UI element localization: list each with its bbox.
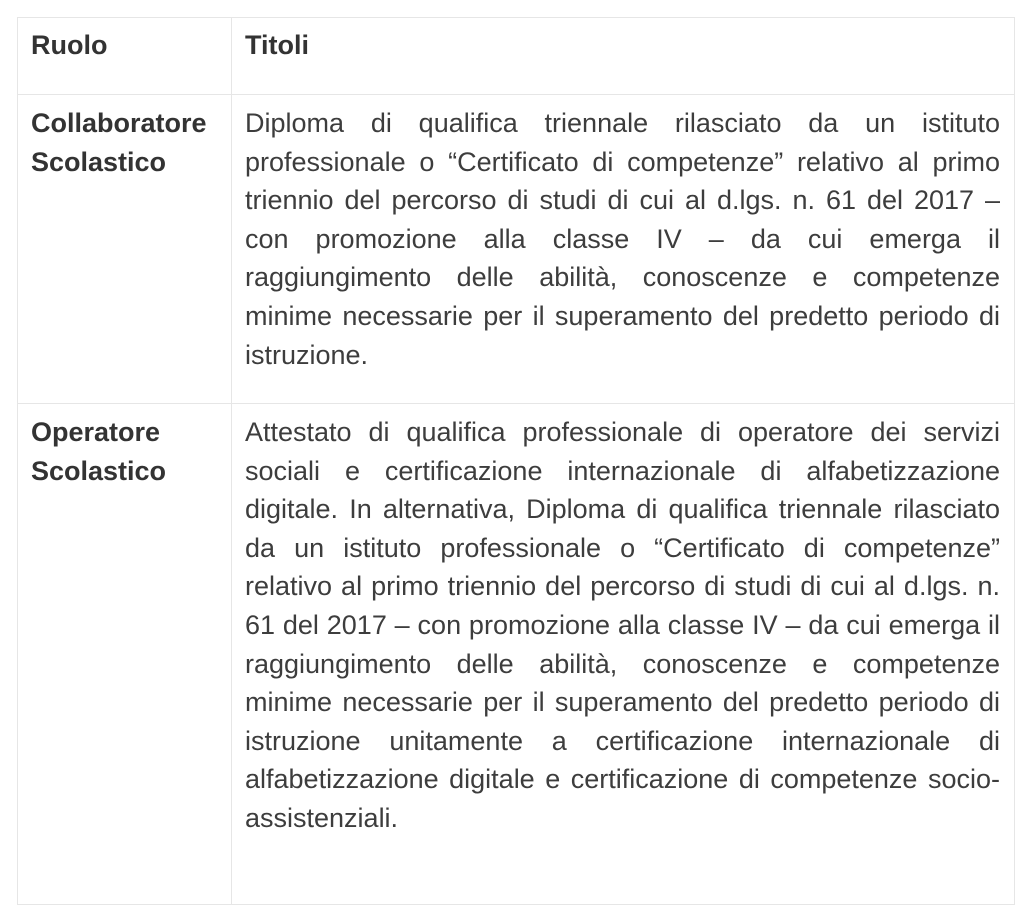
role-name: Operatore Scolastico <box>31 417 167 486</box>
titles-text: Diploma di qualifica triennale rilasciato da un istituto professionale o “Certificato di competenze” relativo al primo triennio del percorso di studi di cui al d.lgs. n. 61 del 2017 – con promozione alla classe IV – da cui emerga il raggiungimento delle abilità, conoscenze e competenze minime necessarie per il superamento del predetto periodo di istruzione. <box>245 108 1000 370</box>
table-row <box>18 95 1015 404</box>
header-role-label: Ruolo <box>31 30 108 60</box>
roles-table <box>17 17 1015 905</box>
role-name: Collaboratore Scolastico <box>31 108 207 177</box>
role-cell <box>18 404 232 905</box>
header-cell-role <box>18 18 232 95</box>
titles-text: Attestato di qualifica professionale di operatore dei servizi sociali e certificazione internazionale di alfabetizzazione digitale. In alternativa, Diploma di qualifica triennale rilasciato da un istituto professionale o “Certificato di competenze” relativo al primo triennio del percorso di studi di cui al d.lgs. n. 61 del 2017 – con promozione alla classe IV – da cui emerga il raggiungimento delle abilità, conoscenze e competenze minime necessarie per il superamento del predetto periodo di istruzione unitamente a certificazione internazionale di alfabetizzazione digitale e certificazione di competenze socio-assistenziali. <box>245 417 1000 833</box>
header-cell-titles <box>232 18 1015 95</box>
table-row <box>18 404 1015 905</box>
table-header-row <box>18 18 1015 95</box>
header-titles-label: Titoli <box>245 30 309 60</box>
roles-table-container <box>17 17 1014 905</box>
titles-cell <box>232 95 1015 404</box>
titles-cell <box>232 404 1015 905</box>
role-cell <box>18 95 232 404</box>
